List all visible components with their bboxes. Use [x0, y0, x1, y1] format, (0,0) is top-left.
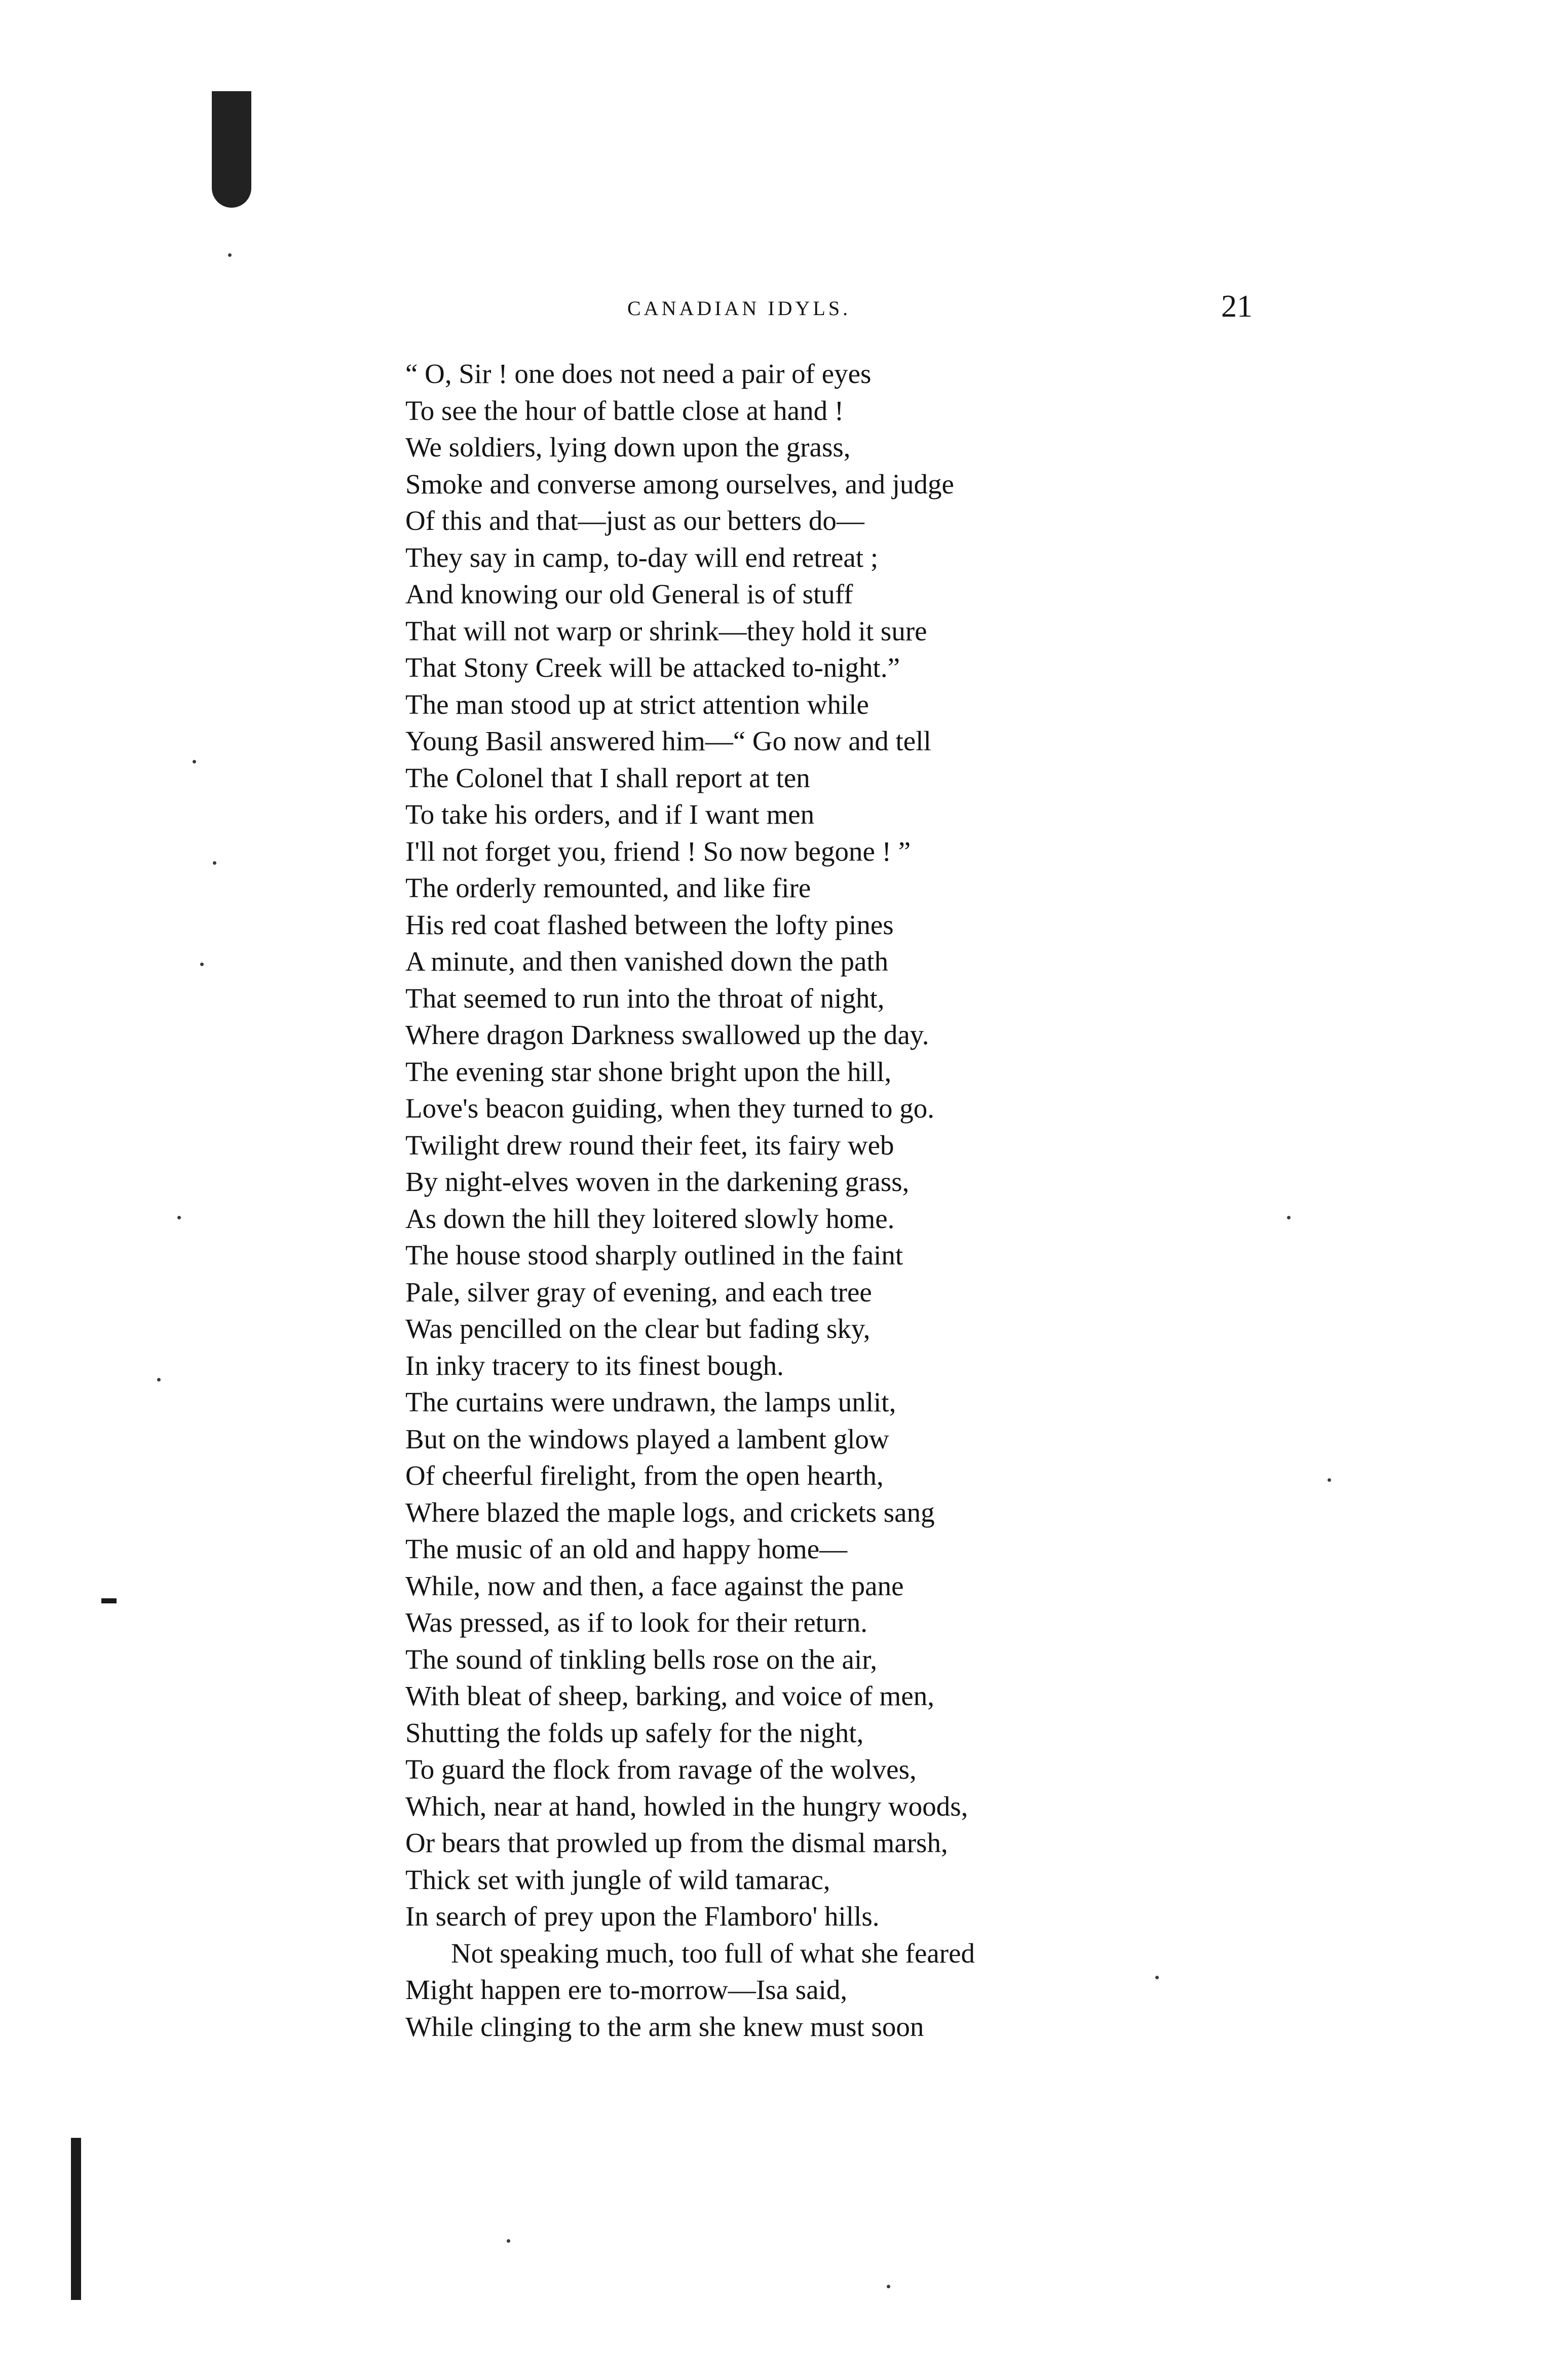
- poem-line: To take his orders, and if I want men: [405, 799, 815, 830]
- poem-line: The orderly remounted, and like fire: [405, 872, 811, 903]
- binding-shadow-mark: [71, 2138, 81, 2300]
- poem-line: That Stony Creek will be attacked to-night.”: [405, 652, 900, 683]
- poem-line: The evening star shone bright upon the hill,: [405, 1056, 892, 1087]
- poem-line: The Colonel that I shall report at ten: [405, 762, 810, 793]
- poem-line: Or bears that prowled up from the dismal marsh,: [405, 1827, 948, 1858]
- poem-line: A minute, and then vanished down the path: [405, 946, 889, 977]
- poem-line: To see the hour of battle close at hand !: [405, 395, 844, 426]
- scan-speck: [228, 253, 232, 257]
- scan-speck: [1287, 1216, 1291, 1219]
- scan-speck: [213, 861, 216, 865]
- poem-line: While clinging to the arm she knew must soon: [405, 2011, 924, 2042]
- poem-line: As down the hill they loitered slowly home.: [405, 1203, 895, 1234]
- scan-speck: [157, 1378, 161, 1381]
- poem-line: His red coat flashed between the lofty pines: [405, 909, 894, 940]
- scan-speck: [193, 760, 196, 763]
- poem-line: But on the windows played a lambent glow: [405, 1423, 889, 1454]
- poem-line: The music of an old and happy home—: [405, 1533, 848, 1564]
- poem-line: Not speaking much, too full of what she feared: [451, 1937, 975, 1969]
- poem-line: Smoke and converse among ourselves, and judge: [405, 468, 954, 500]
- poem-line: We soldiers, lying down upon the grass,: [405, 432, 851, 463]
- scan-speck: [887, 2285, 890, 2288]
- poem-line: The man stood up at strict attention while: [405, 688, 869, 720]
- poem-line: Where blazed the maple logs, and crickets sang: [405, 1496, 935, 1528]
- scan-speck: [1328, 1478, 1331, 1482]
- poem-line: And knowing our old General is of stuff: [405, 579, 853, 609]
- poem-line: Of this and that—just as our betters do—: [405, 505, 864, 536]
- scan-speck: [177, 1216, 181, 1219]
- poem-line: That will not warp or shrink—they hold it sure: [405, 615, 927, 646]
- scan-speck: [200, 963, 204, 966]
- poem-line: By night-elves woven in the darkening grass,: [405, 1166, 910, 1197]
- poem-line: Young Basil answered him—“ Go now and tell: [405, 725, 931, 756]
- poem-line: Might happen ere to-morrow—Isa said,: [405, 1974, 848, 2005]
- poem-line: To guard the flock from ravage of the wolves,: [405, 1754, 917, 1785]
- poem-line: In search of prey upon the Flamboro' hills.: [405, 1901, 880, 1932]
- poem-line: Was pencilled on the clear but fading sky,: [405, 1313, 870, 1344]
- poem-line: In inky tracery to its finest bough.: [405, 1350, 784, 1381]
- poem-line: I'll not forget you, friend ! So now begone ! ”: [405, 835, 911, 867]
- poem-line: Of cheerful firelight, from the open hearth,: [405, 1460, 884, 1491]
- poem-line: Which, near at hand, howled in the hungry woods,: [405, 1790, 968, 1822]
- poem-line: While, now and then, a face against the pane: [405, 1570, 904, 1601]
- poem-line: Was pressed, as if to look for their return.: [405, 1607, 867, 1638]
- poem-line: “ O, Sir ! one does not need a pair of eyes: [405, 358, 872, 389]
- poem-line: The curtains were undrawn, the lamps unlit,: [405, 1387, 896, 1417]
- binding-shadow-mark: [212, 91, 251, 208]
- poem-line: Twilight drew round their feet, its fairy web: [405, 1129, 894, 1161]
- poem-line: That seemed to run into the throat of night,: [405, 982, 885, 1014]
- poem-body: [405, 356, 1165, 2045]
- poem-line: Where dragon Darkness swallowed up the day.: [405, 1019, 929, 1050]
- page-number: 21: [1221, 289, 1253, 324]
- poem-line: They say in camp, to-day will end retreat ;: [405, 542, 879, 573]
- poem-line: With bleat of sheep, barking, and voice of men,: [405, 1680, 934, 1711]
- poem-line: The sound of tinkling bells rose on the air,: [405, 1643, 878, 1675]
- scan-speck: [101, 1598, 117, 1603]
- scan-speck: [507, 2239, 510, 2243]
- poem-line: Thick set with jungle of wild tamarac,: [405, 1864, 830, 1895]
- scan-speck: [1155, 1976, 1159, 1979]
- poem-line: Shutting the folds up safely for the night,: [405, 1717, 864, 1748]
- running-head: CANADIAN IDYLS.: [627, 297, 851, 320]
- poem-line: The house stood sharply outlined in the faint: [405, 1240, 903, 1271]
- poem-line: Love's beacon guiding, when they turned to go.: [405, 1093, 934, 1124]
- poem-line: Pale, silver gray of evening, and each tree: [405, 1276, 872, 1308]
